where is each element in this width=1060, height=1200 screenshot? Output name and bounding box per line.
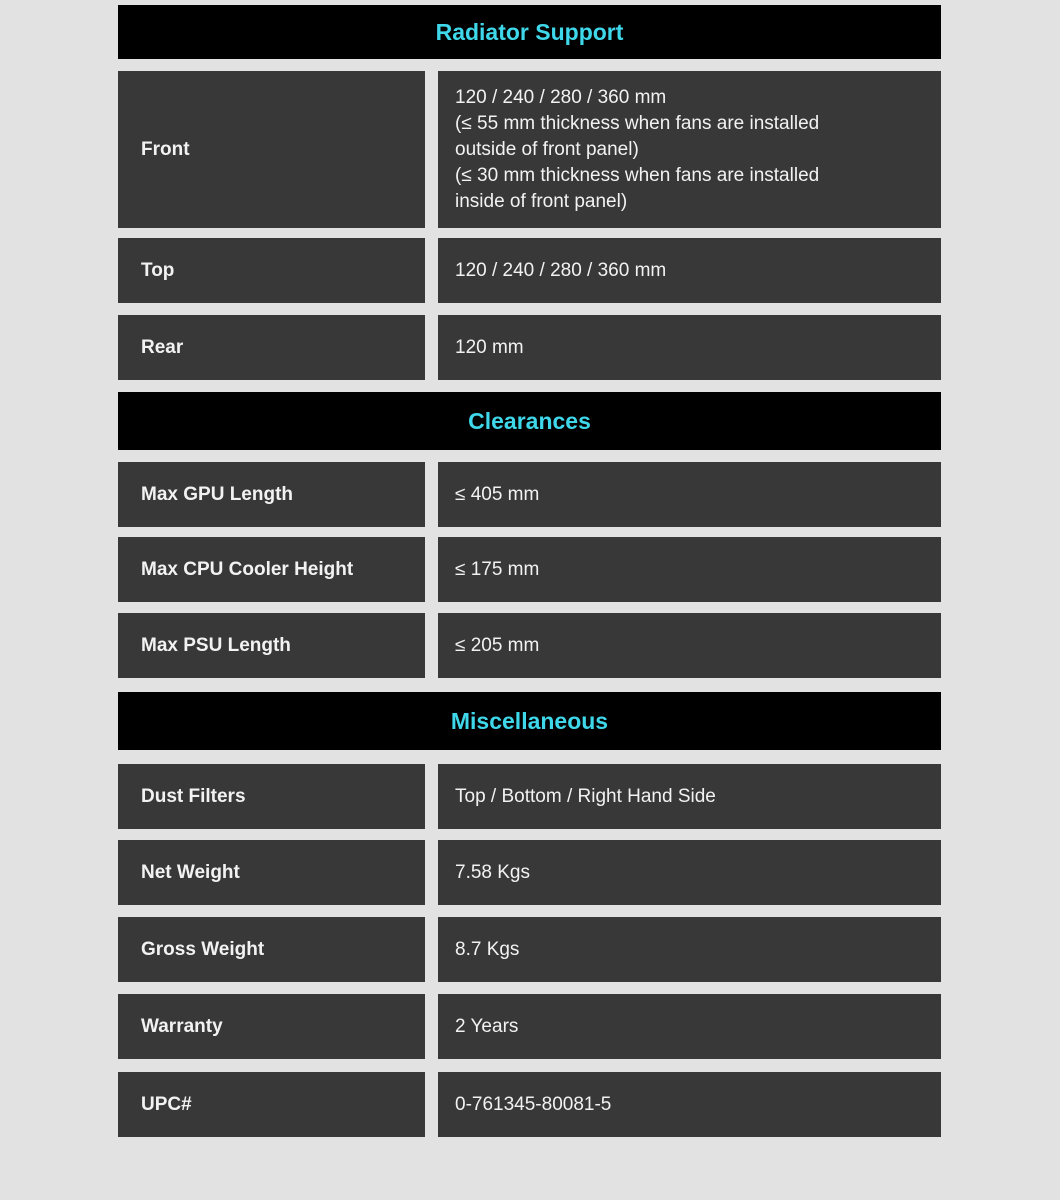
spec-label: Gross Weight [118,917,425,982]
spec-row-front [118,71,941,228]
spec-row-rear [118,315,941,380]
spec-row-max-psu-length [118,613,941,678]
spec-value-line: (≤ 30 mm thickness when fans are installed [455,164,820,186]
section-header-clearances: Clearances [118,392,941,450]
spec-label: UPC# [118,1072,425,1137]
spec-value-line: inside of front panel) [455,190,628,212]
spec-value: 8.7 Kgs [438,917,941,982]
spec-row-warranty [118,994,941,1059]
spec-value: Top / Bottom / Right Hand Side [438,764,941,829]
spec-row-net-weight [118,840,941,905]
spec-row-upc [118,1072,941,1137]
spec-value-line: outside of front panel) [455,138,639,160]
spec-value [438,71,941,228]
section-header-radiator-support: Radiator Support [118,5,941,59]
spec-value: 120 mm [438,315,941,380]
spec-row-max-cpu-cooler-height [118,537,941,602]
spec-row-gross-weight [118,917,941,982]
spec-value: ≤ 205 mm [438,613,941,678]
spec-value: ≤ 175 mm [438,537,941,602]
spec-label: Top [118,238,425,303]
spec-value-line: (≤ 55 mm thickness when fans are installed [455,112,820,134]
spec-value: ≤ 405 mm [438,462,941,527]
spec-value-line: 120 / 240 / 280 / 360 mm [455,86,667,108]
spec-sheet [118,5,941,1137]
spec-label: Net Weight [118,840,425,905]
spec-label: Warranty [118,994,425,1059]
spec-label: Max CPU Cooler Height [118,537,425,602]
spec-label: Front [118,71,425,228]
spec-row-top [118,238,941,303]
spec-label: Max GPU Length [118,462,425,527]
section-header-miscellaneous: Miscellaneous [118,692,941,750]
spec-row-dust-filters [118,764,941,829]
spec-label: Dust Filters [118,764,425,829]
spec-value: 0-761345-80081-5 [438,1072,941,1137]
spec-row-max-gpu-length [118,462,941,527]
spec-value: 2 Years [438,994,941,1059]
spec-value: 7.58 Kgs [438,840,941,905]
spec-label: Max PSU Length [118,613,425,678]
spec-value: 120 / 240 / 280 / 360 mm [438,238,941,303]
spec-label: Rear [118,315,425,380]
